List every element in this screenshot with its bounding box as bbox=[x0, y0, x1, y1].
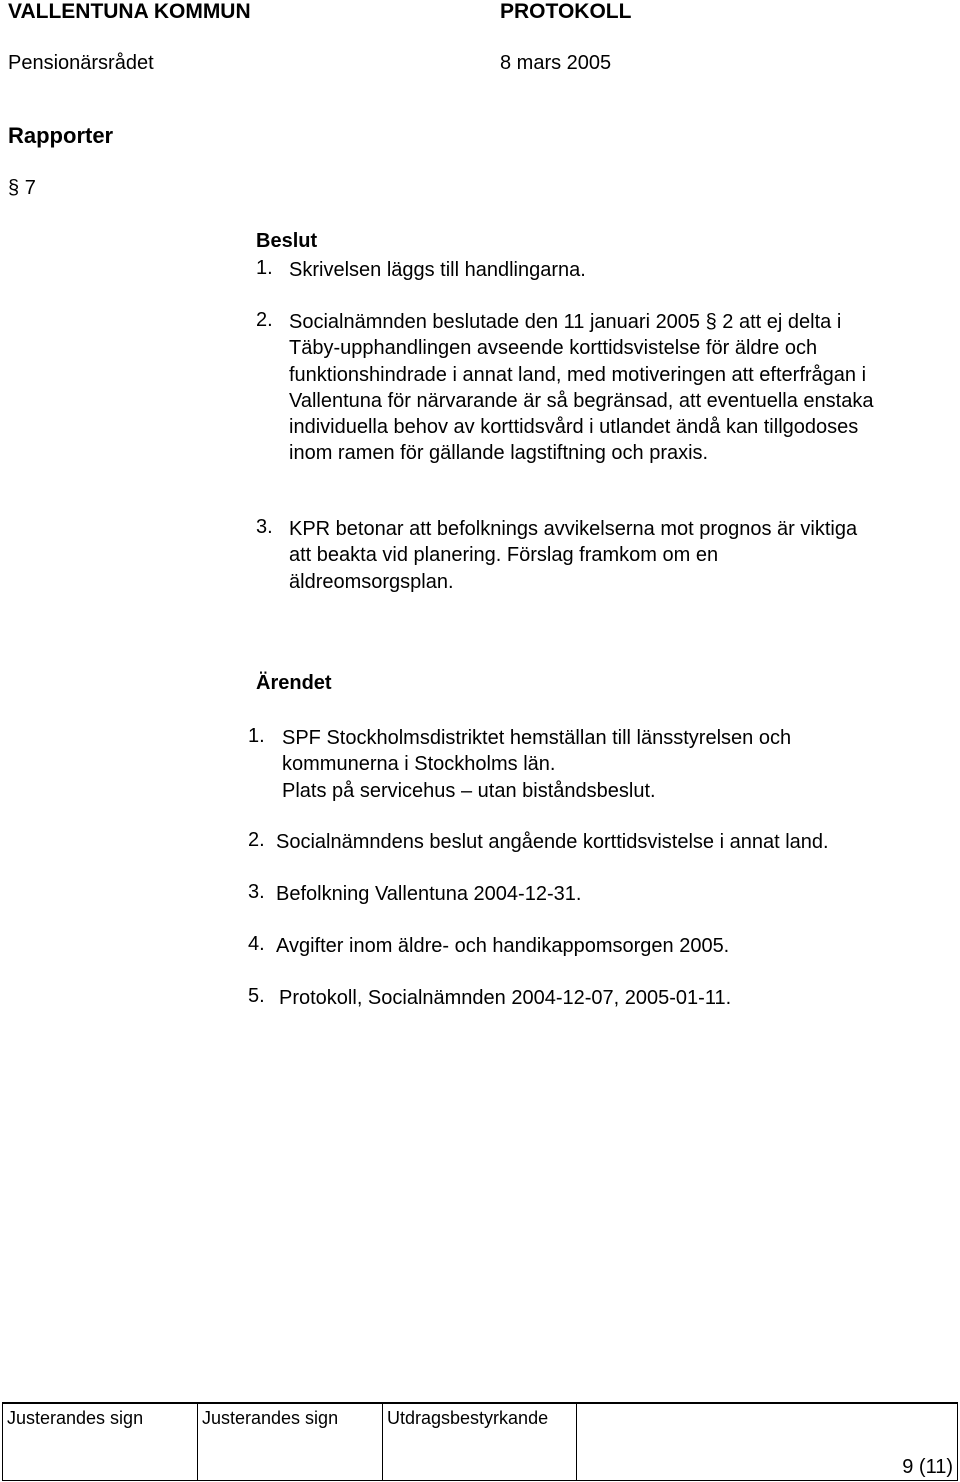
beslut-item-3-number: 3. bbox=[256, 516, 273, 538]
arendet-item-3-text: Befolkning Vallentuna 2004-12-31. bbox=[276, 883, 582, 905]
arendet-item-3-number: 3. bbox=[248, 881, 265, 903]
arendet-heading: Ärendet bbox=[256, 672, 332, 694]
beslut-heading: Beslut bbox=[256, 230, 318, 252]
paragraph-number: 7 bbox=[24, 177, 36, 199]
beslut-item-2-text: Socialnämnden beslutade den 11 januari 2005 § 2 att ej delta i Täby-upphandlingen avseende korttidsvistelse för äldre och funktionshindrade i annat land, med motiveringen att efterfrågan i Vallentuna för närvarande är så begränsad, att eventuella enstaka individuella behov av korttidsvård i utlandet ändå kan tillgodoses inom ramen för gällande lagstiftning och praxis. bbox=[289, 311, 874, 465]
beslut-item-3-text: KPR betonar att befolknings avvikelserna mot prognos är viktiga att beakta vid planering. Förslag framkom om en äldreomsorgsplan. bbox=[289, 518, 858, 593]
beslut-item-2-number: 2. bbox=[256, 309, 273, 331]
beslut-item-1-text: Skrivelsen läggs till handlingarna. bbox=[289, 259, 586, 281]
arendet-item-4-text: Avgifter inom äldre- och handikappomsorgen 2005. bbox=[276, 935, 730, 957]
section-title: Rapporter bbox=[8, 123, 114, 148]
paragraph-marker bbox=[8, 177, 36, 200]
signature-cell-2: Justerandes sign bbox=[198, 1404, 383, 1480]
arendet-item-2-text: Socialnämndens beslut angående korttidsvistelse i annat land. bbox=[276, 831, 829, 853]
meeting-date: 8 mars 2005 bbox=[500, 52, 612, 74]
council-name: Pensionärsrådet bbox=[8, 52, 154, 74]
document-type: PROTOKOLL bbox=[500, 0, 632, 23]
signature-cell-1: Justerandes sign bbox=[3, 1404, 198, 1480]
arendet-item-1-text: SPF Stockholmsdistriktet hemställan till länsstyrelsen och kommunerna i Stockholms län. Plats på servicehus – utan biståndsbeslut. bbox=[282, 727, 792, 802]
paragraph-symbol: § bbox=[705, 311, 717, 333]
beslut-item-1-number: 1. bbox=[256, 257, 273, 279]
arendet-item-5-text: Protokoll, Socialnämnden 2004-12-07, 2005-01-11. bbox=[279, 987, 732, 1009]
signature-cell-3: Utdragsbestyrkande bbox=[383, 1404, 577, 1480]
arendet-item-4-number: 4. bbox=[248, 933, 265, 955]
arendet-item-2-number: 2. bbox=[248, 829, 265, 851]
arendet-item-1-number: 1. bbox=[248, 725, 265, 747]
signature-table bbox=[2, 1402, 958, 1481]
paragraph-symbol: § bbox=[8, 177, 20, 199]
arendet-item-5-number: 5. bbox=[248, 985, 265, 1007]
page-number: 9 (11) bbox=[902, 1456, 953, 1478]
organization-name: VALLENTUNA KOMMUN bbox=[8, 0, 251, 23]
